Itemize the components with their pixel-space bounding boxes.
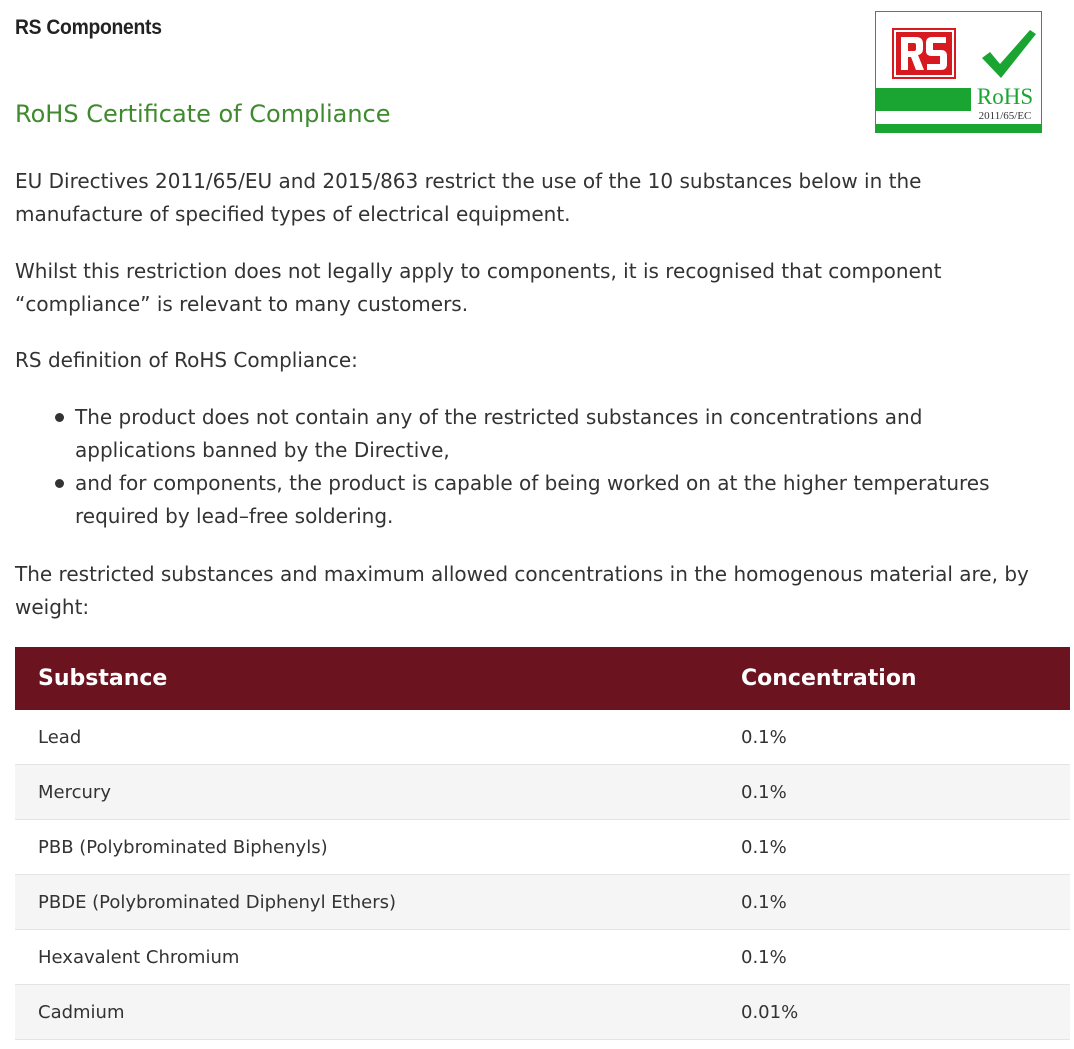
- concentration-cell: 0.1%: [741, 891, 787, 913]
- bullet-icon: [55, 479, 64, 488]
- substance-cell: Cadmium: [38, 1001, 125, 1023]
- concentration-cell: 0.1%: [741, 781, 787, 803]
- header-concentration: Concentration: [741, 666, 917, 691]
- checkmark-icon: [978, 26, 1038, 82]
- substance-cell: Hexavalent Chromium: [38, 946, 240, 968]
- substance-cell: PBDE (Polybrominated Diphenyl Ethers): [38, 891, 397, 913]
- bullet-icon: [55, 413, 64, 422]
- whilst-paragraph: Whilst this restriction does not legally apply to components, it is recognised that component “compliance” is relevant to many customers.: [15, 259, 942, 316]
- rs-logo-icon: [892, 28, 956, 79]
- table-row: [15, 710, 1070, 765]
- substance-cell: Lead: [38, 726, 82, 748]
- table-row: [15, 930, 1070, 985]
- concentration-cell: 0.01%: [741, 1001, 799, 1023]
- compliance-criteria-list: [47, 401, 1047, 533]
- header-substance: Substance: [38, 666, 168, 691]
- list-item: [47, 401, 1047, 467]
- table-row: [15, 875, 1070, 930]
- substances-table: [15, 647, 1070, 1040]
- substance-cell: PBB (Polybrominated Biphenyls): [38, 836, 328, 858]
- concentration-cell: 0.1%: [741, 726, 787, 748]
- concentration-cell: 0.1%: [741, 946, 787, 968]
- company-name: RS Components: [15, 16, 162, 39]
- table-row: [15, 985, 1070, 1040]
- logo-green-bottom: [876, 124, 1041, 132]
- directive-label: 2011/65/EC: [978, 110, 1032, 122]
- list-item: [47, 467, 1047, 533]
- definition-paragraph: RS definition of RoHS Compliance:: [15, 348, 358, 372]
- concentration-cell: 0.1%: [741, 836, 787, 858]
- rohs-label: RoHS: [976, 84, 1034, 109]
- list-item-text: and for components, the product is capable of being worked on at the higher temperatures required by lead–free soldering.: [75, 471, 990, 528]
- intro-paragraph: EU Directives 2011/65/EU and 2015/863 restrict the use of the 10 substances below in the manufacture of specified types of electrical equipment.: [15, 169, 922, 226]
- table-header: [15, 647, 1070, 710]
- substance-cell: Mercury: [38, 781, 111, 803]
- rohs-logo: [875, 11, 1042, 133]
- page-title: RoHS Certificate of Compliance: [15, 100, 391, 128]
- table-row: [15, 820, 1070, 875]
- list-item-text: The product does not contain any of the restricted substances in concentrations and applications banned by the Directive,: [75, 405, 923, 462]
- table-row: [15, 765, 1070, 820]
- restricted-paragraph: The restricted substances and maximum allowed concentrations in the homogenous material are, by weight:: [15, 562, 1029, 619]
- logo-green-band: [876, 88, 971, 111]
